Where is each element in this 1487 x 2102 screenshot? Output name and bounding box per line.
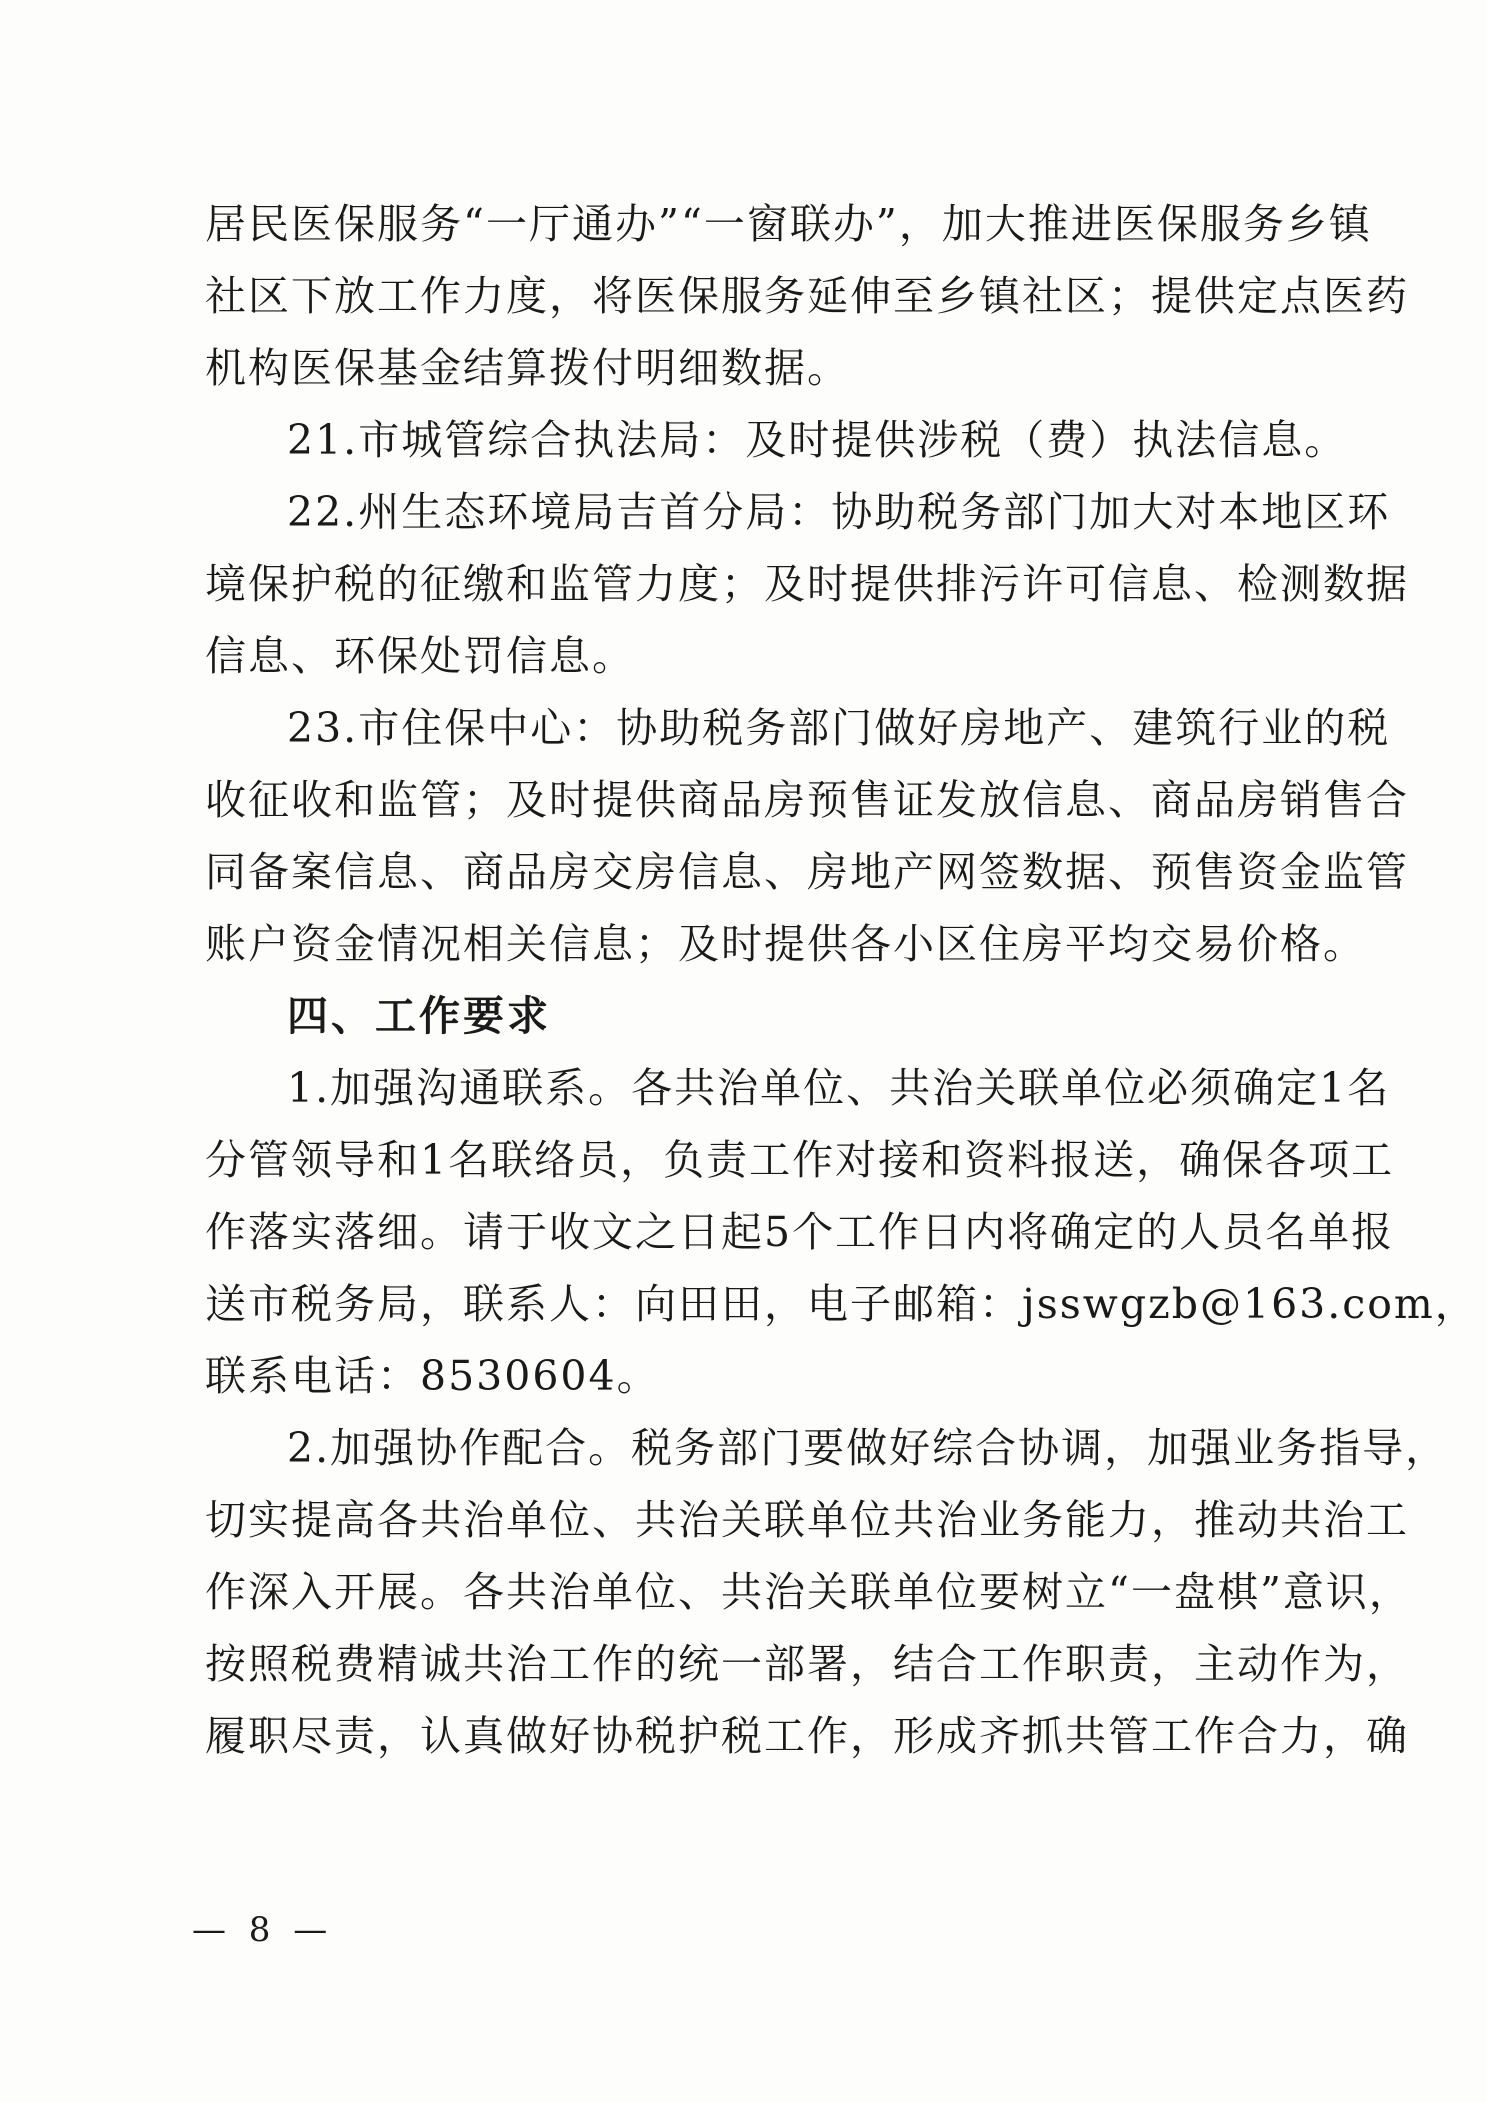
- paragraph-line: 收征收和监管；及时提供商品房预售证发放信息、商品房销售合: [205, 776, 1409, 824]
- paragraph-line: 履职尽责，认真做好协税护税工作，形成齐抓共管工作合力，确: [205, 1712, 1409, 1760]
- paragraph-line: 同备案信息、商品房交房信息、房地产网签数据、预售资金监管: [205, 848, 1409, 896]
- document-body: [205, 188, 1478, 1772]
- paragraph-line: 作落实落细。请于收文之日起5个工作日内将确定的人员名单报: [205, 1208, 1395, 1256]
- item-22-line: 22.州生态环境局吉首分局：协助税务部门加大对本地区环: [287, 488, 1391, 536]
- contact-email-line: 送市税务局，联系人：向田田，电子邮箱：jsswgzb@163.com，: [205, 1280, 1478, 1328]
- contact-phone-line: 联系电话：8530604。: [205, 1352, 660, 1400]
- item-21-line: 21.市城管综合执法局：及时提供涉税（费）执法信息。: [287, 416, 1348, 464]
- section-heading: 四、工作要求: [287, 992, 551, 1040]
- paragraph-line: 居民医保服务“一厅通办”“一窗联办”，加大推进医保服务乡镇: [205, 200, 1372, 248]
- paragraph-line: 作深入开展。各共治单位、共治关联单位要树立“一盘棋”意识，: [205, 1568, 1412, 1616]
- paragraph-line: 账户资金情况相关信息；及时提供各小区住房平均交易价格。: [205, 920, 1366, 968]
- paragraph-line: 按照税费精诚共治工作的统一部署，结合工作职责，主动作为，: [205, 1640, 1409, 1688]
- paragraph-line: 分管领导和1名联络员，负责工作对接和资料报送，确保各项工: [205, 1136, 1395, 1184]
- paragraph-line: 社区下放工作力度，将医保服务延伸至乡镇社区；提供定点医药: [205, 272, 1409, 320]
- paragraph-line: 境保护税的征缴和监管力度；及时提供排污许可信息、检测数据: [205, 560, 1409, 608]
- page-number: — 8 —: [192, 1910, 334, 1950]
- paragraph-line: 切实提高各共治单位、共治关联单位共治业务能力，推动共治工: [205, 1496, 1409, 1544]
- requirement-1-line: 1.加强沟通联系。各共治单位、共治关联单位必须确定1名: [287, 1064, 1391, 1112]
- paragraph-line: 信息、环保处罚信息。: [205, 632, 635, 680]
- requirement-2-line: 2.加强协作配合。税务部门要做好综合协调，加强业务指导，: [287, 1424, 1449, 1472]
- item-23-line: 23.市住保中心：协助税务部门做好房地产、建筑行业的税: [287, 704, 1391, 752]
- paragraph-line: 机构医保基金结算拨付明细数据。: [205, 344, 850, 392]
